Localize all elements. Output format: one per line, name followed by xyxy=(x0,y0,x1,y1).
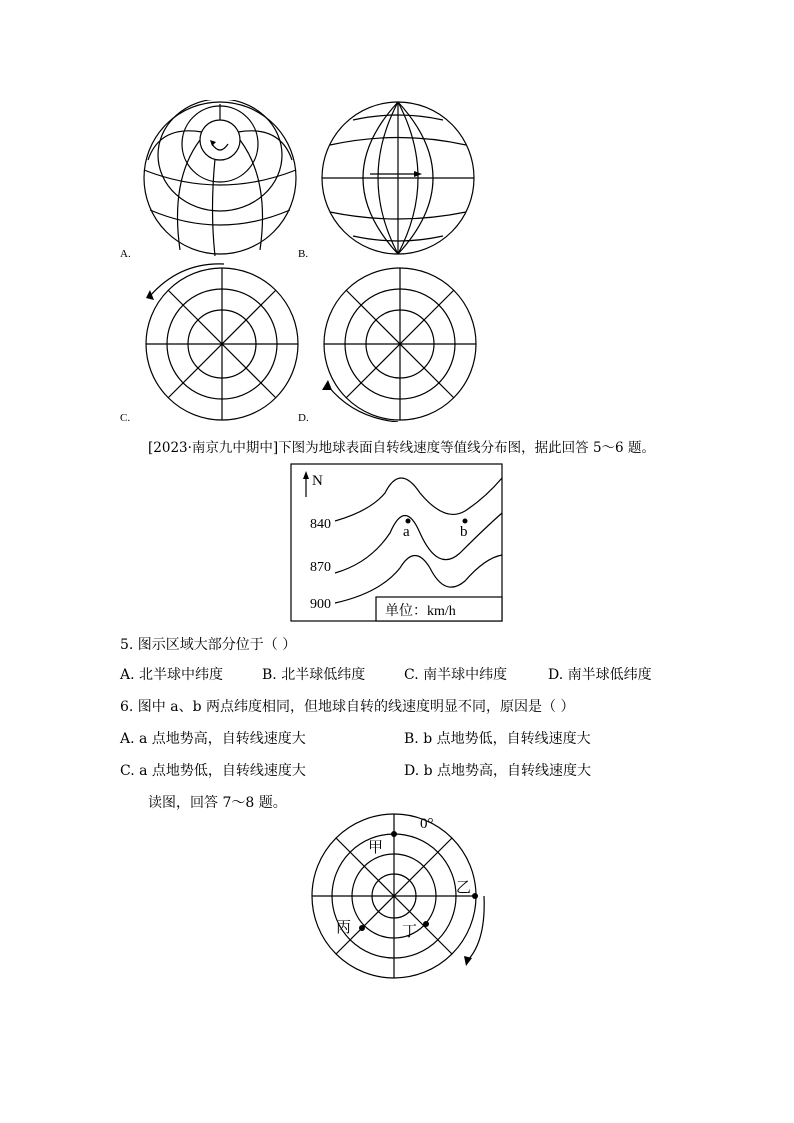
option-a-label: A. xyxy=(120,248,131,260)
q6-option-d[interactable]: D. b 点地势高，自转线速度大 xyxy=(404,763,592,779)
q5-option-b[interactable]: B. 北半球低纬度 xyxy=(262,667,366,683)
q5-stem: 5. 图示区域大部分位于（ ） xyxy=(120,637,297,653)
point-yi-dot xyxy=(472,893,478,899)
point-a-label: a xyxy=(403,524,410,540)
point-ding-dot xyxy=(423,921,429,927)
option-b-label: B. xyxy=(298,248,309,260)
jia-label: 甲 xyxy=(368,840,384,856)
contour-870-label: 870 xyxy=(310,560,331,575)
option-c-label: C. xyxy=(120,412,131,424)
rotation-arrow-icon xyxy=(212,144,228,150)
rotation-arrow-icon xyxy=(468,896,484,960)
option-d-label: D. xyxy=(298,412,309,424)
contour-figure xyxy=(290,463,504,623)
globe-a-figure xyxy=(140,100,300,260)
globe-b-figure xyxy=(318,100,478,260)
zero-degree-label: 0° xyxy=(420,816,434,832)
polar-points-figure xyxy=(308,810,498,982)
point-b-label: b xyxy=(460,524,468,540)
intro-5-6: [2023·南京九中期中]下图为地球表面自转线速度等值线分布图，据此回答 5～6 题。 xyxy=(148,440,655,456)
yi-label: 乙 xyxy=(456,880,472,896)
q5-option-c[interactable]: C. 南半球中纬度 xyxy=(404,667,508,683)
rotation-arrow-icon xyxy=(328,386,398,422)
point-bing-dot xyxy=(359,925,365,931)
contour-840-label: 840 xyxy=(310,517,331,532)
intro-7-8: 读图，回答 7～8 题。 xyxy=(148,795,287,811)
polar-d-figure xyxy=(318,262,480,422)
q5-option-d[interactable]: D. 南半球低纬度 xyxy=(548,667,652,683)
q6-stem: 6. 图中 a、b 两点纬度相同，但地球自转的线速度明显不同，原因是（ ） xyxy=(120,699,575,715)
q6-option-a[interactable]: A. a 点地势高，自转线速度大 xyxy=(120,731,306,747)
bing-label: 丙 xyxy=(336,920,352,936)
unit-label: 单位：km/h xyxy=(385,604,456,619)
ding-label: 丁 xyxy=(402,924,418,940)
q6-option-c[interactable]: C. a 点地势低，自转线速度大 xyxy=(120,763,306,779)
point-jia-dot xyxy=(391,831,397,837)
polar-c-figure xyxy=(140,262,302,422)
point-a-dot xyxy=(406,519,411,524)
north-label: N xyxy=(312,473,323,489)
q5-option-a[interactable]: A. 北半球中纬度 xyxy=(120,667,224,683)
contour-900-label: 900 xyxy=(310,597,331,612)
q6-option-b[interactable]: B. b 点地势低，自转线速度大 xyxy=(404,731,591,747)
point-b-dot xyxy=(463,519,468,524)
